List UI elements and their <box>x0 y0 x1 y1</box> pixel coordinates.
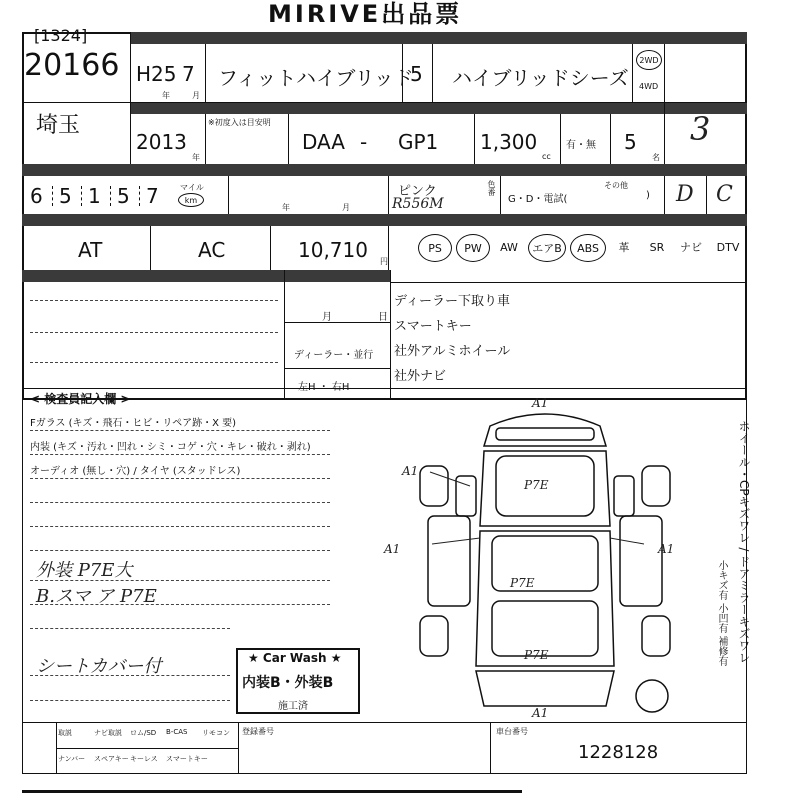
fuel-options: G・D・電試( <box>508 194 568 205</box>
accessory-check: リモコン <box>202 729 230 737</box>
drive-2wd: 2WD <box>636 50 662 70</box>
row3-header <box>22 164 747 176</box>
diagram-marks <box>384 396 690 726</box>
damage-mark: P7E <box>524 648 549 662</box>
reg-month: 7 <box>182 62 195 86</box>
carwash-result: 内装B・外装B <box>242 675 334 691</box>
chassis-number: 1228128 <box>578 742 659 763</box>
transmission: AT <box>78 238 103 262</box>
damage-mark: P7E <box>510 576 535 590</box>
cc-unit: cc <box>542 152 551 161</box>
handwritten-note: B.スマ ア P7E <box>36 586 157 607</box>
accessory-check: キーレス <box>130 755 158 763</box>
accessory-check: ロム/SD <box>130 729 157 737</box>
region: 埼玉 <box>36 113 81 138</box>
sales-point: ディーラー下取り車 <box>394 294 510 309</box>
accessory-check: B-CAS <box>166 728 188 736</box>
seats-unit: 名 <box>652 153 660 162</box>
damage-mark: A1 <box>384 542 401 556</box>
accessory-check: 取説 <box>58 729 72 737</box>
color-label: ピンク <box>398 184 437 199</box>
row2-header <box>130 102 747 114</box>
equipment-item: 革 <box>618 241 630 254</box>
displacement: 1,300 <box>480 130 538 154</box>
price-unit: 円 <box>380 257 388 266</box>
damage-mark: A1 <box>532 706 549 720</box>
side-text: ホイール・CPキズワレ / ドアミラーキズワレ <box>737 420 751 664</box>
accessory-check: スペアキー <box>94 755 129 763</box>
lot-number: 20166 <box>24 48 120 83</box>
equipment-item: AW <box>500 241 518 254</box>
mileage-digit: 7 <box>146 184 159 208</box>
inspection-month: 月 <box>342 203 350 212</box>
points-header: <セールスポイント> <box>394 273 471 282</box>
glass-line: Fガラス (キズ・飛石・ヒビ・リペア跡・X 要) <box>30 418 237 429</box>
fuel-other-label: その他 <box>604 181 628 190</box>
mileage-unit-mile: マイル <box>180 183 204 192</box>
doors: 5 <box>410 62 423 86</box>
interior-grade: D <box>676 182 694 207</box>
model-name: フィットハイブリッド <box>218 66 414 90</box>
mileage-digit: 5 <box>59 184 72 208</box>
accessory-check: スマートキー <box>166 755 208 763</box>
year: 2013 <box>136 130 187 154</box>
sales-point: スマートキー <box>394 319 472 334</box>
damage-mark: P7E <box>524 478 549 492</box>
inspection-year: 年 <box>282 203 290 212</box>
sales-day: 日 <box>378 312 388 323</box>
model-prefix: DAA <box>302 130 345 154</box>
grade: ハイブリッドシーズ <box>452 66 629 90</box>
month-unit: 月 <box>192 91 200 100</box>
inspection-header: < 検査員記入欄 > <box>30 392 131 406</box>
price: 10,710 <box>298 238 368 262</box>
equipment-item: PS <box>418 234 452 262</box>
side-small: 小キズ有 小凹有 補修有 <box>716 560 727 667</box>
audio-line: オーディオ (無し・穴) / タイヤ (スタッドレス) <box>30 466 241 477</box>
seats: 5 <box>624 130 637 154</box>
carwash-done: 施工済 <box>278 701 308 712</box>
reg-label: 登録番号 <box>242 727 274 736</box>
row5-header-left <box>22 270 284 282</box>
exterior-grade: C <box>716 182 733 207</box>
accessory-check: ナビ取説 <box>94 729 122 737</box>
carwash-title: ★ Car Wash ★ <box>248 651 342 665</box>
sales-point: 社外アルミホイール <box>394 344 511 359</box>
drive-4wd: 4WD <box>639 82 659 91</box>
era: H25 <box>136 62 177 86</box>
score: 3 <box>690 110 711 148</box>
handwritten-note: シートカバー付 <box>36 656 162 677</box>
damage-mark: A1 <box>658 542 675 556</box>
era-year-unit: 年 <box>162 91 170 100</box>
mileage-digit: 1 <box>88 184 101 208</box>
equipment-item: ナビ <box>680 241 702 254</box>
equipment-item: PW <box>456 234 490 262</box>
remote-label: 有・無 <box>566 140 596 151</box>
accessory-check: ナンバー <box>58 755 86 763</box>
steering: 左H ・ 右H <box>298 382 350 393</box>
mileage-digit: 5 <box>117 184 130 208</box>
dealer-label: ディーラー・並行 <box>294 350 374 361</box>
row4-header <box>22 214 747 226</box>
damage-mark: A1 <box>402 464 419 478</box>
model-sep: - <box>360 130 368 154</box>
aircon: AC <box>198 238 226 262</box>
fuel-close: ) <box>646 190 650 201</box>
year-unit: 年 <box>192 153 200 162</box>
color-side-label: 色番 <box>487 180 496 196</box>
mileage-unit-km: km <box>178 193 204 207</box>
damage-mark: A1 <box>532 396 549 410</box>
equipment-item: ABS <box>570 234 606 262</box>
color-code: R556M <box>392 196 444 212</box>
model-code: GP1 <box>398 130 439 154</box>
sales-month: 月 <box>322 312 332 323</box>
row1-header <box>130 32 747 44</box>
lot-code: [1324] <box>34 26 88 45</box>
sales-point: 社外ナビ <box>394 369 447 384</box>
equipment-item: エアB <box>528 234 566 262</box>
sheet-title: MIRIVE出品票 <box>268 0 463 28</box>
first-reg-note: ※初度入は目安明 <box>208 118 271 127</box>
interior-line: 内装 (キズ・汚れ・凹れ・シミ・コゲ・穴・キレ・破れ・剥れ) <box>30 442 311 453</box>
equipment-item: DTV <box>716 241 740 254</box>
mileage-digit: 6 <box>30 184 43 208</box>
chassis-label: 車台番号 <box>496 727 528 736</box>
row5-header-mid <box>284 270 390 282</box>
handwritten-note: 外装 P7E大 <box>36 560 133 581</box>
equipment-item: SR <box>649 241 665 254</box>
